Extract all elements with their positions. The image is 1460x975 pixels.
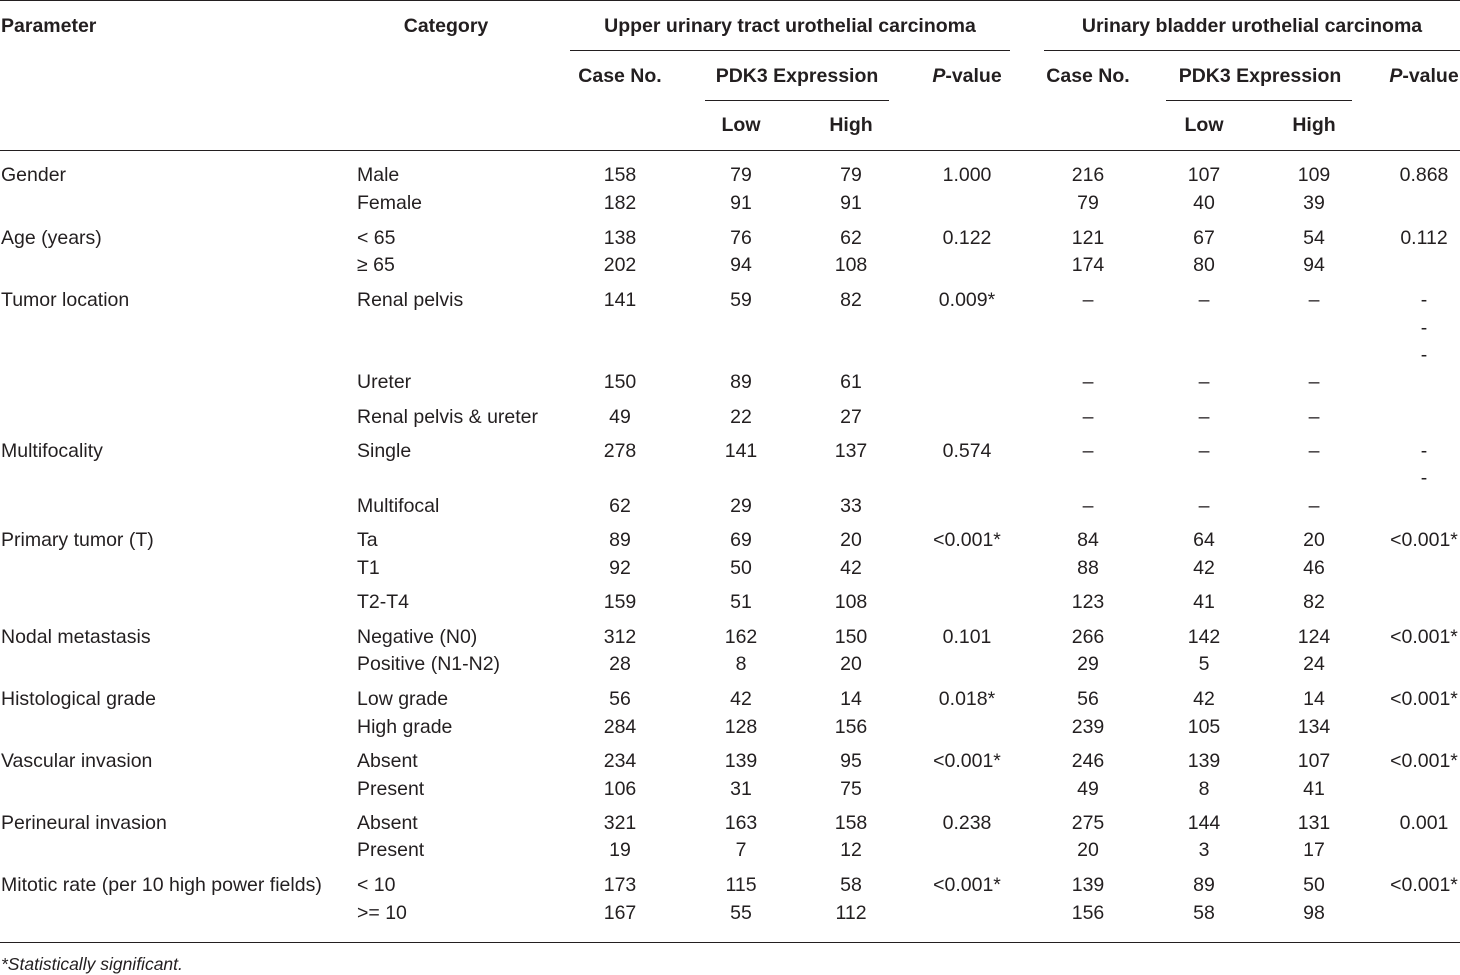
category-cell: Low grade [357, 688, 449, 710]
bottom-rule [0, 942, 1460, 943]
ubuc-high-cell: – [1308, 440, 1320, 462]
category-cell: Present [357, 778, 425, 800]
utuc-case-no-cell: 202 [603, 254, 637, 276]
category-cell: Absent [357, 812, 418, 834]
ubuc-high-cell: 94 [1303, 254, 1325, 276]
utuc-case-no-cell: 49 [609, 406, 631, 428]
ubuc-high-cell: 41 [1303, 778, 1325, 800]
category-cell: Positive (N1-N2) [357, 653, 501, 675]
utuc-case-no-cell: 28 [609, 653, 631, 675]
utuc-pvalue-cell: <0.001* [933, 874, 1001, 896]
ubuc-low-cell: – [1198, 495, 1210, 517]
utuc-high-cell: 150 [834, 626, 868, 648]
header-case-no-upper: Case No. [578, 65, 662, 87]
utuc-case-no-cell: 92 [609, 557, 631, 579]
ubuc-case-no-cell: 79 [1077, 192, 1099, 214]
ubuc-pvalue-cell: 0.112 [1400, 227, 1448, 249]
utuc-high-cell: 112 [835, 902, 867, 924]
utuc-case-no-cell: 89 [609, 529, 631, 551]
ubuc-low-cell: – [1198, 406, 1210, 428]
ubuc-high-cell: 46 [1303, 557, 1325, 579]
utuc-high-cell: 20 [840, 653, 862, 675]
utuc-low-cell: 22 [730, 406, 752, 428]
pdk3-upper-underline [705, 100, 889, 101]
ubuc-case-no-cell: 246 [1071, 750, 1105, 772]
p-letter: P [1389, 65, 1403, 87]
header-case-no-bladder: Case No. [1046, 65, 1130, 87]
ubuc-high-cell: – [1308, 406, 1320, 428]
ubuc-high-cell: 39 [1303, 192, 1325, 214]
ubuc-pvalue-cell: <0.001* [1390, 750, 1458, 772]
ubuc-low-cell: 3 [1198, 839, 1210, 861]
ubuc-low-cell: 67 [1193, 227, 1215, 249]
ubuc-case-no-cell: 239 [1071, 716, 1105, 738]
header-low-bladder: Low [1184, 114, 1224, 136]
group2-underline [1044, 50, 1460, 51]
ubuc-case-no-cell: – [1082, 495, 1094, 517]
header-group-urinary-bladder: Urinary bladder urothelial carcinoma [1081, 15, 1423, 37]
utuc-high-cell: 75 [840, 778, 862, 800]
parameter-cell: Histological grade [1, 688, 157, 710]
utuc-high-cell: 95 [840, 750, 862, 772]
category-cell: Renal pelvis [357, 289, 464, 311]
ubuc-low-cell: – [1198, 289, 1210, 311]
utuc-pvalue-cell: 0.009* [938, 289, 996, 311]
utuc-low-cell: 91 [730, 192, 752, 214]
category-cell: High grade [357, 716, 453, 738]
ubuc-low-cell: – [1198, 440, 1210, 462]
utuc-case-no-cell: 158 [603, 164, 637, 186]
ubuc-high-cell: – [1308, 371, 1320, 393]
ubuc-case-no-cell: 88 [1077, 557, 1099, 579]
ubuc-high-cell: 134 [1297, 716, 1331, 738]
header-high-bladder: High [1292, 114, 1336, 136]
ubuc-high-cell: 82 [1303, 591, 1325, 613]
ubuc-low-cell: 144 [1187, 812, 1221, 834]
utuc-pvalue-cell: 1.000 [942, 164, 992, 186]
parameter-cell: Age (years) [1, 227, 102, 249]
utuc-low-cell: 94 [730, 254, 752, 276]
category-cell: T2-T4 [357, 591, 410, 613]
ubuc-case-no-cell: 266 [1071, 626, 1105, 648]
ubuc-low-cell: 89 [1193, 874, 1215, 896]
category-cell: Negative (N0) [357, 626, 478, 648]
utuc-case-no-cell: 56 [609, 688, 631, 710]
ubuc-high-cell: 109 [1297, 164, 1331, 186]
utuc-case-no-cell: 312 [603, 626, 637, 648]
ubuc-low-cell: 8 [1198, 778, 1210, 800]
utuc-case-no-cell: 141 [603, 289, 637, 311]
utuc-low-cell: 115 [725, 874, 757, 896]
category-cell: < 10 [357, 874, 396, 896]
utuc-case-no-cell: 150 [603, 371, 637, 393]
ubuc-low-cell: 42 [1193, 688, 1215, 710]
header-pvalue-bladder [1389, 65, 1458, 87]
utuc-high-cell: 14 [840, 688, 862, 710]
ubuc-pvalue-cell: <0.001* [1390, 874, 1458, 896]
ubuc-pvalue-cell: - [1420, 317, 1428, 339]
header-pdk3-bladder: PDK3 Expression [1178, 65, 1342, 87]
ubuc-low-cell: 107 [1187, 164, 1221, 186]
utuc-low-cell: 55 [730, 902, 752, 924]
parameter-cell: Multifocality [1, 440, 103, 462]
utuc-low-cell: 141 [724, 440, 758, 462]
ubuc-case-no-cell: 156 [1071, 902, 1105, 924]
ubuc-pvalue-cell: - [1420, 440, 1428, 462]
utuc-high-cell: 61 [840, 371, 862, 393]
utuc-high-cell: 91 [840, 192, 862, 214]
utuc-low-cell: 128 [724, 716, 758, 738]
utuc-case-no-cell: 173 [603, 874, 637, 896]
ubuc-case-no-cell: – [1082, 440, 1094, 462]
ubuc-low-cell: 80 [1193, 254, 1215, 276]
utuc-low-cell: 7 [735, 839, 747, 861]
pdk3-bladder-underline [1166, 100, 1352, 101]
category-cell: Absent [357, 750, 418, 772]
ubuc-pvalue-cell: <0.001* [1390, 626, 1458, 648]
ubuc-low-cell: 64 [1193, 529, 1215, 551]
p-suffix: -value [945, 65, 1002, 87]
parameter-cell: Primary tumor (T) [1, 529, 154, 551]
ubuc-case-no-cell: 84 [1077, 529, 1099, 551]
ubuc-low-cell: 42 [1193, 557, 1215, 579]
utuc-high-cell: 42 [840, 557, 862, 579]
category-cell: Multifocal [357, 495, 440, 517]
ubuc-low-cell: 40 [1193, 192, 1215, 214]
utuc-high-cell: 27 [840, 406, 862, 428]
ubuc-case-no-cell: – [1082, 371, 1094, 393]
utuc-case-no-cell: 278 [603, 440, 637, 462]
ubuc-case-no-cell: 20 [1077, 839, 1099, 861]
category-cell: Male [357, 164, 400, 186]
utuc-high-cell: 108 [834, 254, 868, 276]
ubuc-case-no-cell: 275 [1071, 812, 1105, 834]
utuc-pvalue-cell: 0.574 [942, 440, 992, 462]
category-cell: Ureter [357, 371, 412, 393]
utuc-high-cell: 82 [840, 289, 862, 311]
ubuc-high-cell: 17 [1303, 839, 1325, 861]
ubuc-case-no-cell: 56 [1077, 688, 1099, 710]
utuc-low-cell: 162 [724, 626, 758, 648]
category-cell: Female [357, 192, 423, 214]
parameter-cell: Vascular invasion [1, 750, 153, 772]
utuc-pvalue-cell: 0.101 [942, 626, 992, 648]
utuc-low-cell: 139 [724, 750, 758, 772]
utuc-low-cell: 50 [730, 557, 752, 579]
parameter-cell: Mitotic rate (per 10 high power fields) [1, 874, 322, 896]
category-cell: Renal pelvis & ureter [357, 406, 539, 428]
ubuc-high-cell: – [1308, 495, 1320, 517]
utuc-case-no-cell: 321 [603, 812, 637, 834]
ubuc-pvalue-cell: - [1420, 467, 1428, 489]
ubuc-low-cell: 41 [1193, 591, 1215, 613]
ubuc-low-cell: 58 [1193, 902, 1215, 924]
ubuc-case-no-cell: 139 [1071, 874, 1105, 896]
header-group-upper-urinary: Upper urinary tract urothelial carcinoma [604, 15, 976, 37]
utuc-case-no-cell: 106 [603, 778, 637, 800]
utuc-low-cell: 59 [730, 289, 752, 311]
ubuc-pvalue-cell: 0.001 [1399, 812, 1449, 834]
header-bottom-rule [0, 150, 1460, 151]
ubuc-high-cell: 50 [1303, 874, 1325, 896]
utuc-low-cell: 29 [730, 495, 752, 517]
ubuc-high-cell: 131 [1297, 812, 1331, 834]
ubuc-case-no-cell: 121 [1071, 227, 1105, 249]
ubuc-pvalue-cell: 0.868 [1399, 164, 1449, 186]
group1-underline [570, 50, 1010, 51]
category-cell: ≥ 65 [357, 254, 395, 276]
utuc-low-cell: 79 [730, 164, 752, 186]
ubuc-case-no-cell: 29 [1077, 653, 1099, 675]
parameter-cell: Perineural invasion [1, 812, 167, 834]
ubuc-case-no-cell: 49 [1077, 778, 1099, 800]
ubuc-low-cell: – [1198, 371, 1210, 393]
utuc-high-cell: 158 [834, 812, 868, 834]
ubuc-pvalue-cell: - [1420, 344, 1428, 366]
ubuc-case-no-cell: – [1082, 406, 1094, 428]
utuc-case-no-cell: 182 [603, 192, 637, 214]
utuc-pvalue-cell: <0.001* [933, 529, 1001, 551]
utuc-low-cell: 163 [724, 812, 758, 834]
ubuc-high-cell: 20 [1303, 529, 1325, 551]
top-rule [0, 0, 1460, 1]
ubuc-case-no-cell: 216 [1071, 164, 1105, 186]
utuc-low-cell: 69 [730, 529, 752, 551]
ubuc-low-cell: 142 [1187, 626, 1221, 648]
utuc-high-cell: 137 [834, 440, 868, 462]
ubuc-pvalue-cell: <0.001* [1390, 688, 1458, 710]
ubuc-case-no-cell: 174 [1071, 254, 1105, 276]
ubuc-high-cell: 107 [1297, 750, 1331, 772]
utuc-low-cell: 31 [730, 778, 752, 800]
utuc-high-cell: 79 [840, 164, 862, 186]
ubuc-high-cell: 98 [1303, 902, 1325, 924]
utuc-high-cell: 33 [840, 495, 862, 517]
utuc-case-no-cell: 159 [603, 591, 637, 613]
ubuc-low-cell: 139 [1187, 750, 1221, 772]
category-cell: Single [357, 440, 412, 462]
utuc-case-no-cell: 138 [603, 227, 637, 249]
p-letter: P [932, 65, 946, 87]
category-cell: Ta [357, 529, 378, 551]
header-high-upper: High [829, 114, 873, 136]
utuc-case-no-cell: 284 [603, 716, 637, 738]
utuc-case-no-cell: 19 [609, 839, 631, 861]
ubuc-high-cell: 124 [1297, 626, 1331, 648]
header-pdk3-upper: PDK3 Expression [715, 65, 879, 87]
utuc-pvalue-cell: <0.001* [933, 750, 1001, 772]
category-cell: < 65 [357, 227, 396, 249]
header-pvalue-upper [932, 65, 1001, 87]
utuc-pvalue-cell: 0.122 [942, 227, 992, 249]
ubuc-high-cell: 14 [1303, 688, 1325, 710]
utuc-high-cell: 58 [840, 874, 862, 896]
utuc-high-cell: 108 [834, 591, 868, 613]
ubuc-pvalue-cell: <0.001* [1390, 529, 1458, 551]
utuc-low-cell: 8 [735, 653, 747, 675]
category-cell: T1 [357, 557, 380, 579]
utuc-high-cell: 62 [840, 227, 862, 249]
header-category: Category [403, 15, 489, 37]
p-suffix: -value [1402, 65, 1459, 87]
parameter-cell: Nodal metastasis [1, 626, 151, 648]
parameter-cell: Gender [1, 164, 67, 186]
utuc-pvalue-cell: 0.238 [942, 812, 992, 834]
ubuc-low-cell: 5 [1198, 653, 1210, 675]
header-parameter: Parameter [1, 15, 97, 37]
parameter-cell: Tumor location [1, 289, 130, 311]
utuc-low-cell: 76 [730, 227, 752, 249]
utuc-low-cell: 89 [730, 371, 752, 393]
ubuc-low-cell: 105 [1187, 716, 1221, 738]
utuc-pvalue-cell: 0.018* [938, 688, 996, 710]
utuc-case-no-cell: 234 [603, 750, 637, 772]
ubuc-case-no-cell: – [1082, 289, 1094, 311]
category-cell: >= 10 [357, 902, 407, 924]
footnote: *Statistically significant. [1, 954, 183, 974]
utuc-low-cell: 51 [730, 591, 752, 613]
ubuc-high-cell: 24 [1303, 653, 1325, 675]
category-cell: Present [357, 839, 425, 861]
utuc-case-no-cell: 167 [603, 902, 637, 924]
utuc-high-cell: 156 [834, 716, 868, 738]
ubuc-case-no-cell: 123 [1071, 591, 1105, 613]
header-low-upper: Low [721, 114, 761, 136]
utuc-low-cell: 42 [730, 688, 752, 710]
utuc-case-no-cell: 62 [609, 495, 631, 517]
ubuc-high-cell: 54 [1303, 227, 1325, 249]
ubuc-high-cell: – [1308, 289, 1320, 311]
ubuc-pvalue-cell: - [1420, 289, 1428, 311]
utuc-high-cell: 12 [840, 839, 862, 861]
utuc-high-cell: 20 [840, 529, 862, 551]
